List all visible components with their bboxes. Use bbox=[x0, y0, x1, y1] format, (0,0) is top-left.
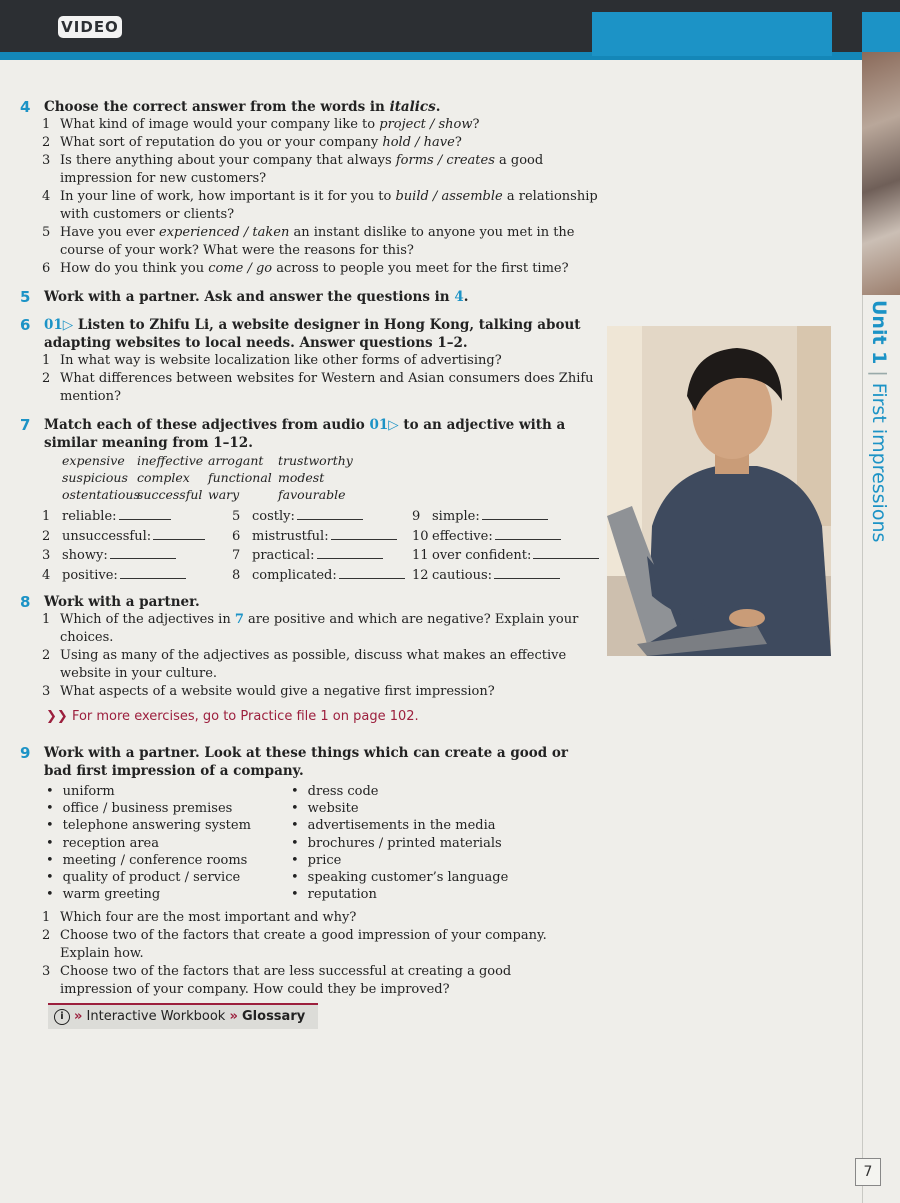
adjective-word: functional bbox=[208, 470, 272, 485]
question-number: 3 bbox=[42, 684, 51, 699]
exercises-column bbox=[20, 98, 605, 1005]
glossary-link[interactable]: Glossary bbox=[242, 1009, 306, 1024]
match-item bbox=[42, 507, 232, 527]
adjective-word: arrogant bbox=[208, 453, 264, 468]
match-item bbox=[412, 527, 612, 547]
question-text: In your line of work, how important is it for you to build / assemble a relationship with customers or clients? bbox=[60, 189, 598, 222]
match-number: 2 bbox=[42, 528, 51, 544]
question-item bbox=[42, 909, 587, 927]
question-item bbox=[42, 152, 605, 188]
question-text: What aspects of a website would give a negative first impression? bbox=[60, 684, 495, 699]
answer-blank[interactable] bbox=[482, 507, 548, 520]
question-text: Which of the adjectives in 7 are positive and which are negative? Explain your choices. bbox=[60, 612, 579, 645]
answer-blank[interactable] bbox=[339, 566, 405, 579]
question-item bbox=[42, 683, 602, 701]
exercise-7 bbox=[20, 416, 605, 585]
question-number: 1 bbox=[42, 353, 51, 368]
practice-file-note: ❯❯ For more exercises, go to Practice file 1 on page 102. bbox=[46, 709, 419, 724]
question-number: 2 bbox=[42, 135, 51, 150]
factor-bullet-list bbox=[46, 783, 605, 903]
audio-track-link[interactable]: 01▷ bbox=[369, 417, 399, 433]
question-text: How do you think you come / go across to people you meet for the first time? bbox=[60, 261, 569, 276]
question-number: 1 bbox=[42, 117, 51, 132]
match-number: 9 bbox=[412, 509, 421, 524]
side-divider bbox=[862, 295, 863, 1203]
double-chevron-icon: ❯❯ bbox=[46, 709, 68, 724]
answer-blank[interactable] bbox=[533, 546, 599, 559]
question-text: In what way is website localization like other forms of advertising? bbox=[60, 353, 502, 368]
interactive-i-icon: i bbox=[54, 1009, 70, 1025]
question-item bbox=[42, 611, 602, 647]
match-item bbox=[42, 546, 232, 566]
answer-blank[interactable] bbox=[494, 566, 560, 579]
adjective-word: complex bbox=[137, 470, 190, 485]
question-number: 1 bbox=[42, 910, 51, 926]
exercise-instruction: Choose the correct answer from the words in italics. bbox=[44, 99, 441, 115]
header-blue-block bbox=[592, 12, 832, 56]
exercise-number: 4 bbox=[20, 98, 31, 116]
match-item bbox=[412, 566, 612, 586]
question-item bbox=[42, 260, 605, 278]
match-word: cautious: bbox=[432, 567, 493, 583]
bullet-item: • price bbox=[291, 852, 541, 869]
exercise-instruction: Work with a partner. bbox=[44, 594, 200, 610]
question-list bbox=[42, 352, 605, 406]
man-at-laptop-photo bbox=[607, 326, 831, 656]
matching-list bbox=[42, 507, 605, 585]
adjective-word: wary bbox=[208, 487, 240, 502]
question-number: 3 bbox=[42, 153, 51, 168]
double-chevron-icon: » bbox=[74, 1009, 83, 1024]
bullet-item: • dress code bbox=[291, 783, 541, 800]
match-number: 12 bbox=[412, 567, 429, 583]
match-item bbox=[42, 527, 232, 547]
answer-blank[interactable] bbox=[331, 527, 397, 540]
bullet-item: • advertisements in the media bbox=[291, 817, 541, 834]
unit-name: First impressions bbox=[868, 382, 890, 543]
answer-blank[interactable] bbox=[120, 566, 186, 579]
video-label: VIDEO bbox=[58, 16, 122, 38]
question-item bbox=[42, 352, 605, 370]
adjective-word: expensive bbox=[62, 453, 125, 468]
adjective-word: ostentatious bbox=[62, 487, 140, 502]
adjective-word: ineffective bbox=[137, 453, 204, 468]
question-text: Is there anything about your company that always forms / creates a good impression for new customers? bbox=[60, 153, 544, 186]
question-item bbox=[42, 370, 605, 406]
adjective-word: successful bbox=[137, 487, 203, 502]
exercise-number: 9 bbox=[20, 744, 31, 762]
match-number: 7 bbox=[232, 548, 241, 563]
match-item bbox=[232, 507, 412, 527]
match-number: 8 bbox=[232, 567, 241, 583]
match-word: effective: bbox=[432, 528, 493, 544]
exercise-4 bbox=[20, 98, 605, 278]
match-item bbox=[232, 566, 412, 586]
exercise-instruction: Match each of these adjectives from audio 01▷ to an adjective with a similar meaning from 1–12. bbox=[44, 417, 566, 451]
question-list bbox=[42, 116, 605, 278]
question-number: 2 bbox=[42, 371, 51, 386]
answer-blank[interactable] bbox=[317, 546, 383, 559]
match-word: positive: bbox=[62, 567, 118, 583]
exercise-6 bbox=[20, 316, 605, 406]
match-number: 10 bbox=[412, 528, 429, 544]
bullet-item: • website bbox=[291, 800, 541, 817]
interactive-workbook-link[interactable]: Interactive Workbook bbox=[86, 1009, 226, 1024]
question-text: Which four are the most important and why? bbox=[60, 910, 357, 926]
exercise-5 bbox=[20, 288, 605, 306]
match-word: over confident: bbox=[432, 548, 532, 563]
side-photo-strip bbox=[862, 52, 900, 295]
question-item bbox=[42, 224, 605, 260]
question-number: 2 bbox=[42, 928, 51, 944]
match-word: unsuccessful: bbox=[62, 528, 152, 544]
match-word: simple: bbox=[432, 509, 480, 524]
question-number: 1 bbox=[42, 612, 51, 627]
bullet-item: • office / business premises bbox=[46, 800, 291, 817]
question-item bbox=[42, 963, 587, 999]
question-number: 5 bbox=[42, 225, 51, 240]
match-number: 4 bbox=[42, 567, 51, 583]
question-item bbox=[42, 927, 587, 963]
unit-number: Unit 1 bbox=[868, 300, 890, 365]
answer-blank[interactable] bbox=[119, 507, 171, 520]
question-item bbox=[42, 134, 605, 152]
answer-blank[interactable] bbox=[153, 527, 205, 540]
match-item bbox=[42, 566, 232, 586]
question-list bbox=[42, 909, 587, 999]
bullet-item: • reputation bbox=[291, 886, 541, 903]
bullet-item: • uniform bbox=[46, 783, 291, 800]
exercise-instruction: Work with a partner. Look at these things which can create a good or bad first impression of a company. bbox=[44, 745, 569, 779]
match-number: 5 bbox=[232, 509, 241, 524]
question-item bbox=[42, 188, 605, 224]
adjective-word: favourable bbox=[278, 487, 346, 502]
bullet-item: • quality of product / service bbox=[46, 869, 291, 886]
exercise-number: 7 bbox=[20, 416, 31, 434]
header-blue-tab bbox=[862, 12, 900, 52]
match-word: showy: bbox=[62, 548, 108, 563]
match-item bbox=[412, 546, 612, 566]
question-text: Choose two of the factors that create a good impression of your company. Explain how. bbox=[60, 928, 547, 962]
audio-track-link[interactable]: 01▷ bbox=[44, 317, 74, 333]
exercise-number: 6 bbox=[20, 316, 31, 334]
exercise-instruction: 01▷ Listen to Zhifu Li, a website designer in Hong Kong, talking about adapting websites to local needs. Answer questions 1–2. bbox=[44, 317, 581, 351]
footer-link-bar bbox=[48, 1003, 318, 1029]
match-word: costly: bbox=[252, 509, 295, 524]
adjective-word-bank bbox=[62, 452, 605, 503]
question-number: 2 bbox=[42, 648, 51, 663]
adjective-word: trustworthy bbox=[278, 453, 353, 468]
match-word: complicated: bbox=[252, 567, 337, 583]
match-number: 11 bbox=[412, 548, 429, 563]
match-item bbox=[412, 507, 612, 527]
bullet-item: • telephone answering system bbox=[46, 817, 291, 834]
match-word: reliable: bbox=[62, 509, 117, 524]
match-number: 1 bbox=[42, 509, 51, 524]
match-item bbox=[232, 546, 412, 566]
bullet-item: • speaking customer’s language bbox=[291, 869, 541, 886]
unit-title: Unit 1|First impressions bbox=[868, 300, 890, 543]
bullet-item: • reception area bbox=[46, 835, 291, 852]
exercise-9 bbox=[20, 744, 605, 999]
answer-blank[interactable] bbox=[297, 507, 363, 520]
question-number: 4 bbox=[42, 189, 51, 204]
question-text: What differences between websites for Western and Asian consumers does Zhifu mention? bbox=[60, 371, 594, 404]
question-text: Using as many of the adjectives as possible, discuss what makes an effective website in your culture. bbox=[60, 648, 567, 681]
match-number: 3 bbox=[42, 548, 51, 563]
question-item bbox=[42, 116, 605, 134]
match-word: practical: bbox=[252, 548, 315, 563]
question-number: 6 bbox=[42, 261, 51, 276]
match-item bbox=[232, 527, 412, 547]
page-number: 7 bbox=[855, 1158, 881, 1186]
adjective-word: suspicious bbox=[62, 470, 128, 485]
question-text: What kind of image would your company like to project / show? bbox=[60, 117, 480, 132]
question-text: Have you ever experienced / taken an instant dislike to anyone you met in the course of your work? What were the reasons for this? bbox=[60, 225, 575, 258]
question-text: What sort of reputation do you or your company hold / have? bbox=[60, 135, 462, 150]
adjective-word: modest bbox=[278, 470, 325, 485]
practice-file-link[interactable]: Practice file 1 bbox=[240, 709, 329, 724]
bullet-item: • warm greeting bbox=[46, 886, 291, 903]
question-list bbox=[42, 611, 602, 701]
double-chevron-icon: » bbox=[229, 1009, 238, 1024]
answer-blank[interactable] bbox=[110, 546, 176, 559]
exercise-number: 8 bbox=[20, 593, 31, 611]
exercise-number: 5 bbox=[20, 288, 31, 306]
question-item bbox=[42, 647, 602, 683]
question-number: 3 bbox=[42, 964, 51, 980]
match-number: 6 bbox=[232, 528, 241, 544]
answer-blank[interactable] bbox=[495, 527, 561, 540]
match-word: mistrustful: bbox=[252, 528, 329, 544]
exercise-8 bbox=[20, 593, 605, 701]
bullet-item: • brochures / printed materials bbox=[291, 835, 541, 852]
bullet-item: • meeting / conference rooms bbox=[46, 852, 291, 869]
question-text: Choose two of the factors that are less successful at creating a good impression of your company. How could they be improved? bbox=[60, 964, 512, 998]
exercise-instruction: Work with a partner. Ask and answer the questions in 4. bbox=[44, 289, 469, 305]
